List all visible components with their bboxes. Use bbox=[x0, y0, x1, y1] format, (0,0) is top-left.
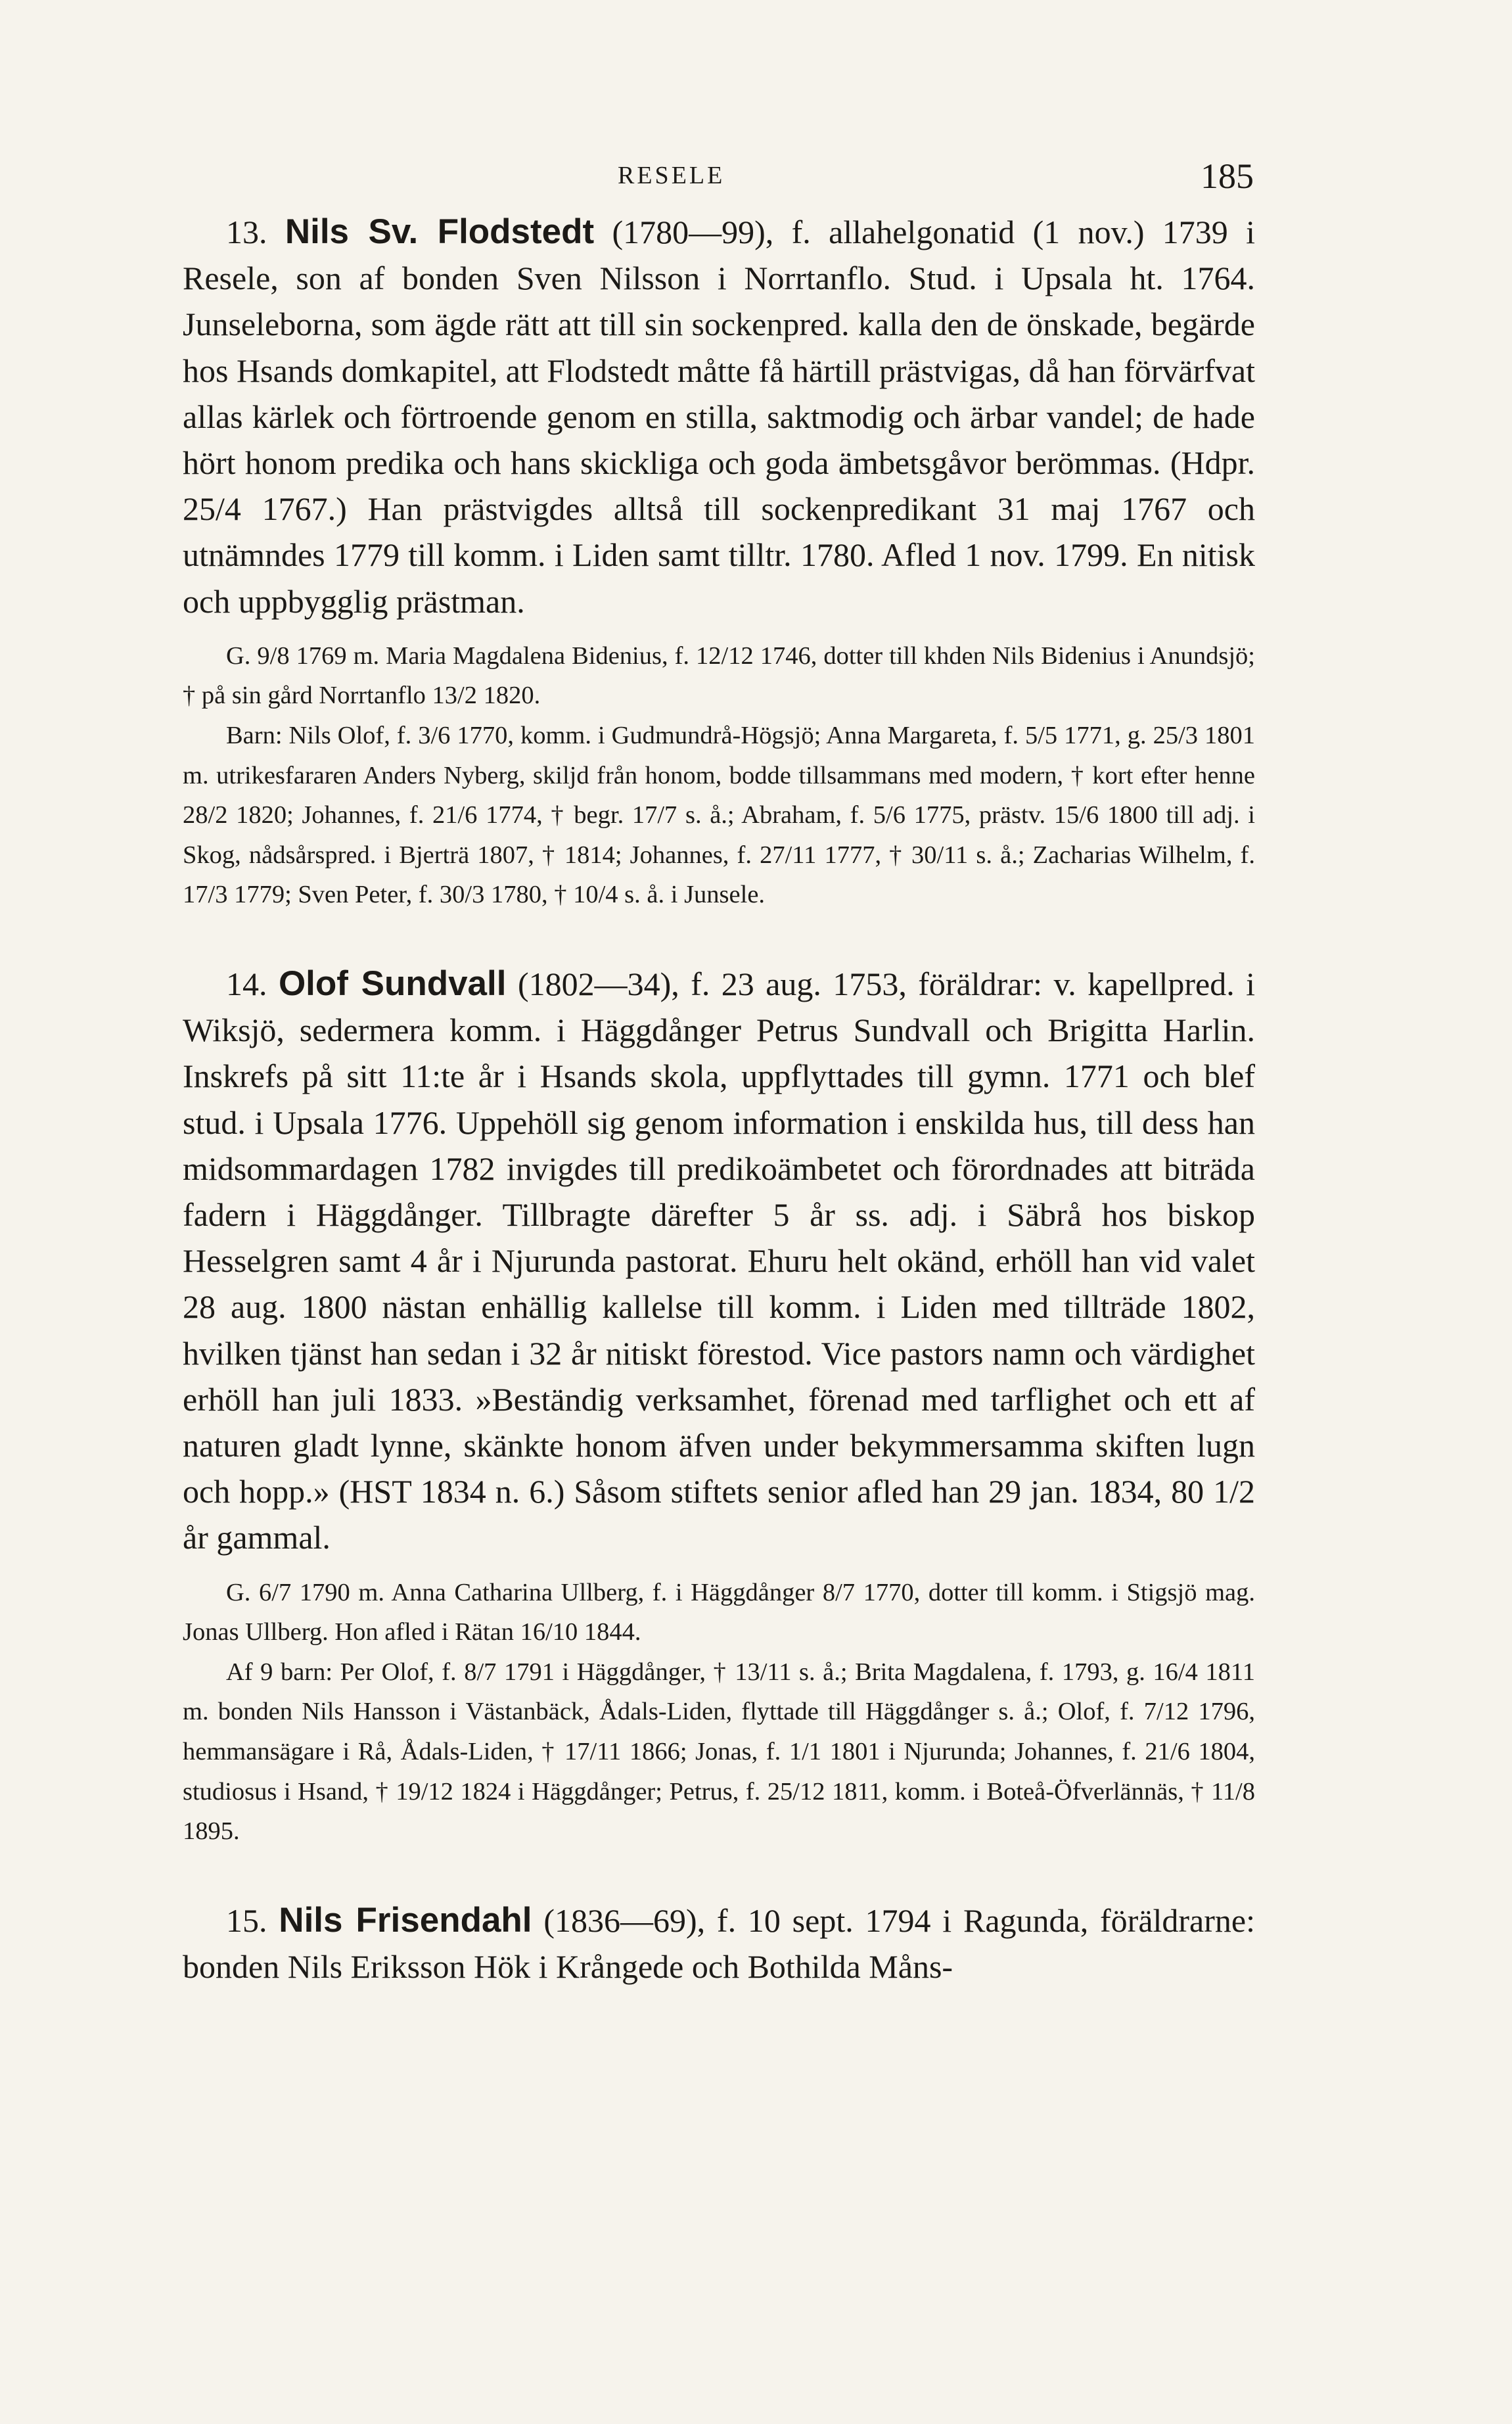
entry-number: 15. bbox=[226, 1901, 267, 1939]
entry-paragraph: (1802—34), f. 23 aug. 1753, föräldrar: v. kapellpred. i Wiksjö, sedermera komm. i Häggdånger Petrus Sundvall och Brigitta Harlin. Inskrefs på sitt 11:te år i Hsands skola, uppflyttades till gymn. 1771 och blef stud. i Upsala 1776. Uppehöll sig genom information i enskilda hus, till dess han midsommardagen 1782 invigdes till predikoämbetet och förordnades att biträda fadern i Häggdånger. Tillbragte därefter 5 år ss. adj. i Säbrå hos biskop Hesselgren samt 4 år i Njurunda pastorat. Ehuru helt okänd, erhöll han vid valet 28 aug. 1800 nästan enhällig kallelse till komm. i Liden med tillträde 1802, hvilken tjänst han sedan i 32 år nitiskt förestod. Vice pastors namn och värdighet erhöll han juli 1833. »Beständig verksamhet, förenad med tarflighet och ett af naturen gladt lynne, skänkte honom äfven under bekymmersamma skiften lugn och hopp.» (HST 1834 n. 6.) Såsom stiftets senior afled han 29 jan. 1834, 80 1/2 år gammal. bbox=[183, 965, 1256, 1556]
entry-paragraph: (1836—69), f. 10 sept. 1794 i Ragunda, föräldrarne: bonden Nils Eriksson Hök i Krångede och Bothilda Måns- bbox=[183, 1901, 1255, 1985]
entry-name: Nils Frisendahl bbox=[279, 1900, 532, 1940]
entry-13 bbox=[183, 209, 1255, 624]
note-text: Af 9 barn: Per Olof, f. 8/7 1791 i Häggdånger, † 13/11 s. å.; Brita Magdalena, f. 1793, g. 16/4 1811 m. bonden Nils Hansson i Västanbäck, Ådals-Liden, flyttade till Häggdånger s. å.; Olof, f. 7/12 1796, hemmansägare i Rå, Ådals-Liden, † 17/11 1866; Jonas, f. 1/1 1801 i Njurunda; Johannes, f. 21/6 1804, studiosus i Hsand, † 19/12 1824 i Häggdånger; Petrus, f. 25/12 1811, komm. i Boteå-Öfverlännäs, † 11/8 1895. bbox=[183, 1658, 1255, 1846]
note-text: Barn: Nils Olof, f. 3/6 1770, komm. i Gudmundrå-Högsjö; Anna Margareta, f. 5/5 1771, g. 25/3 1801 m. utrikesfararen Anders Nyberg, skiljd från honom, bodde tillsammans med modern, † kort efter henne 28/2 1820; Johannes, f. 21/6 1774, † begr. 17/7 s. å.; Abraham, f. 5/6 1775, prästv. 15/6 1800 till adj. i Skog, nådsårspred. i Bjerträ 1807, † 1814; Johannes, f. 27/11 1777, † 30/11 s. å.; Zacharias Wilhelm, f. 17/3 1779; Sven Peter, f. 30/3 1780, † 10/4 s. å. i Junsele. bbox=[183, 722, 1255, 909]
page-body bbox=[183, 209, 1255, 1990]
entry-15 bbox=[183, 1898, 1255, 1990]
entry-number: 14. bbox=[226, 965, 267, 1002]
entry-14-note-marriage bbox=[183, 1573, 1255, 1652]
entry-14 bbox=[183, 961, 1255, 1561]
note-text: G. 9/8 1769 m. Maria Magdalena Bidenius, f. 12/12 1746, dotter till khden Nils Bidenius i Anundsjö; † på sin gård Norrtanflo 13/2 1820. bbox=[183, 641, 1255, 710]
entry-name: Olof Sundvall bbox=[278, 964, 507, 1003]
page-header bbox=[217, 156, 1254, 200]
note-text: G. 6/7 1790 m. Anna Catharina Ullberg, f. i Häggdånger 8/7 1770, dotter till komm. i Stigsjö mag. Jonas Ullberg. Hon afled i Rätan 16/10 1844. bbox=[183, 1578, 1255, 1646]
entry-13-note-marriage bbox=[183, 636, 1255, 716]
entry-14-note-children bbox=[183, 1652, 1255, 1852]
entry-paragraph: (1780—99), f. allahelgonatid (1 nov.) 1739 i Resele, son af bonden Sven Nilsson i Norrtanflo. Stud. i Upsala ht. 1764. Junseleborna, som ägde rätt att till sin sockenpred. kalla den de önskade, begärde hos Hsands domkapitel, att Flodstedt måtte få härtill prästvigas, då han förvärfvat allas kärlek och förtroende genom en stilla, saktmodig och ärbar vandel; de hade hört honom predika och hans skickliga och goda ämbetsgåvor berömmas. (Hdpr. 25/4 1767.) Han prästvigdes alltså till sockenpredikant 31 maj 1767 och utnämndes 1779 till komm. i Liden samt tilltr. 1780. Afled 1 nov. 1799. En nitisk och uppbygglig prästman. bbox=[183, 214, 1255, 620]
entry-name: Nils Sv. Flodstedt bbox=[285, 212, 595, 251]
running-head: RESELE bbox=[618, 162, 725, 189]
entry-13-note-children bbox=[183, 716, 1255, 915]
entry-number: 13. bbox=[226, 214, 267, 250]
page-number: 185 bbox=[1201, 156, 1254, 196]
